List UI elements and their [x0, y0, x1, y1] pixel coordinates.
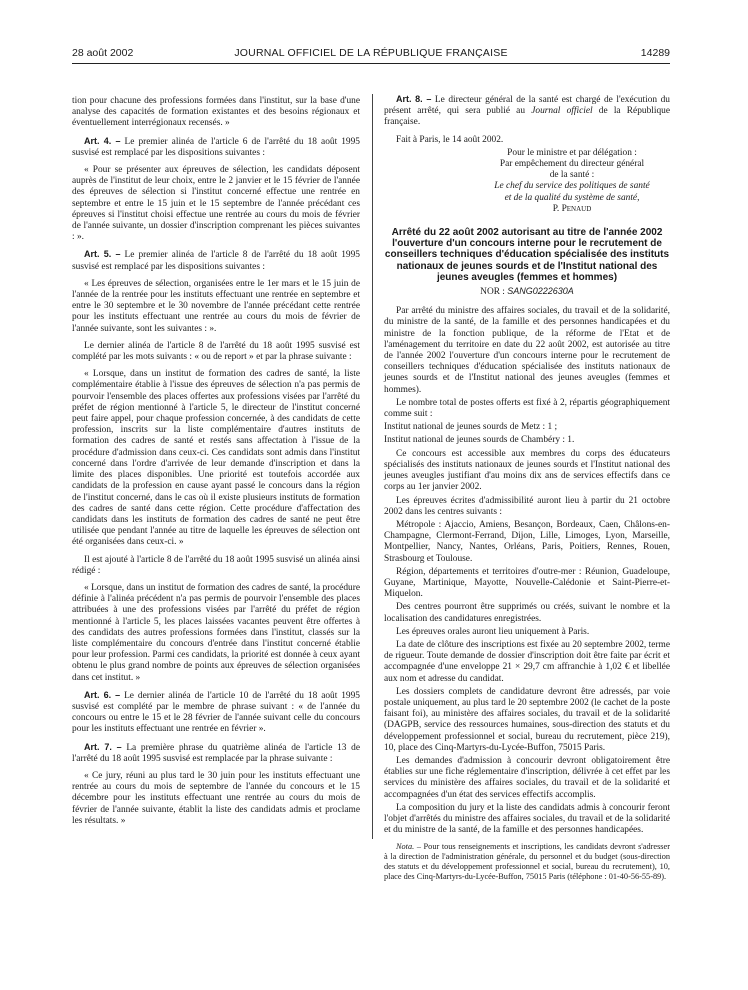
paragraph: tion pour chacune des professions formées dans l'institut, sur la base d'une analyse des capacités de formation existantes et des besoins régionaux et éventuellement interrégionaux recensés. »: [72, 96, 360, 129]
article-text: La première phrase du quatrième alinéa de l'article 13 de l'arrêté du 18 août 1995 susvisé est remplacée par la phrase suivante :: [72, 742, 360, 764]
article-text: Le directeur général de la santé est chargé de l'exécution du présent arrêté, qui sera publié au: [384, 95, 670, 117]
signature-line: de la santé :: [549, 170, 595, 181]
quote: « Pour se présenter aux épreuves de sélection, les candidats déposent auprès de l'institut de leur choix, entre le 2 janvier et le 15 février de l'année des épreuves de sélection si l'institut concerné effectue une rentrée en septembre et entre le 15 juin et le 15 septembre de l'année précédant ces épreuves si l'institut choisi effectue une rentrée au cours du mois de février de l'année suivante, un dossier d'inscription comprenant les pièces suivantes : ».: [72, 165, 360, 243]
decree-title: Arrêté du 22 août 2002 autorisant au titre de l'année 2002 l'ouverture d'un concours interne pour le recrutement de conseillers techniques d'éducation spécialisée des instituts nationaux de jeunes sourds et de l'Institut national des jeunes aveugles (femmes et hommes): [384, 227, 670, 283]
paragraph: Le nombre total de postes offerts est fixé à 2, répartis géographiquement comme suit :: [384, 397, 670, 420]
page-number: 14289: [640, 47, 670, 59]
note-label: Nota.: [396, 842, 415, 852]
paragraph: Les épreuves écrites d'admissibilité auront lieu à partir du 21 octobre 2002 dans les centres suivants :: [384, 495, 670, 517]
signature-line: et de la qualité du système de santé,: [504, 192, 640, 203]
nor-code: SANG0222630A: [507, 286, 574, 297]
paragraph: Les épreuves orales auront lieu uniquement à Paris.: [396, 626, 590, 637]
journal-name: Journal officiel: [531, 106, 593, 117]
signature-line: Pour le ministre et par délégation :: [507, 147, 637, 158]
article-label: Art. 5. –: [84, 249, 121, 260]
paragraph: La date de clôture des inscriptions est fixée au 20 septembre 2002, terme de rigueur. Toute demande de dossier d'inscription doit être faite par écrit et accompagnée d'une enveloppe 21 × 29,7 cm affranchie à 1,02 € et libellée aux nom et adresse du candidat.: [384, 639, 670, 684]
page-header: [72, 47, 670, 61]
article-label: Art. 4. –: [84, 135, 121, 146]
column-divider: [372, 94, 373, 839]
paragraph: La composition du jury et la liste des candidats admis à concourir feront l'objet d'arrêtés du ministre des affaires sociales, du travail et de la solidarité et du ministre de la santé, de la famille et des personnes handicapées.: [384, 802, 670, 836]
signature-line: Le chef du service des politiques de santé: [494, 181, 650, 192]
article-6: [72, 690, 360, 736]
header-rule: [72, 63, 670, 64]
signatory-name: P. Penaud: [552, 203, 592, 214]
journal-title: JOURNAL OFFICIEL DE LA RÉPUBLIQUE FRANÇAISE: [234, 47, 508, 59]
right-column: [384, 94, 670, 888]
quote: « Lorsque, dans un institut de formation des cadres de santé, la procédure définie à l'alinéa précédent n'a pas permis de pourvoir l'ensemble des places attribuées à une des professions visées par l'arrêté du préfet de région mentionné à l'article 5, les places laissées vacantes peuvent être offertes à des candidats des autres professions formées dans l'institut, classés sur la liste complémentaire du concours d'entrée dans l'institut concerné établie pour leur profession. Parmi ces candidats, la priorité est donnée à ceux ayant obtenu le plus grand nombre de points aux épreuves de sélection organisées dans cet institut. »: [72, 582, 360, 683]
signature-line: Par empêchement du directeur général: [499, 159, 645, 170]
article-label: Art. 7. –: [84, 741, 122, 752]
note-text: – Pour tous renseignements et inscriptions, les candidats devront s'adresser à la direction de l'administration générale, du personnel et du budget (sous-direction des statuts et du développement professionnel et social, bureau du recrutement), 10, place des Cinq-Martyrs-du-Lycée-Buffon, 75015 Paris (téléphone : 01-40-56-55-89).: [384, 842, 670, 881]
paragraph: Les dossiers complets de candidature devront être adressés, par voie postale uniquement, au plus tard le 20 septembre 2002 (le cachet de la poste faisant foi), au ministère des affaires sociales, du travail et de la solidarité (DAGPB, service des ressources humaines, sous-direction des statuts et du développement professionnel et social, bureau du recrutement, pièce 219), 10, place des Cinq-Martyrs-du-Lycée-Buffon, 75015 Paris.: [384, 686, 670, 753]
article-text: de la République française.: [384, 106, 671, 128]
quote: « Ce jury, réuni au plus tard le 30 juin pour les instituts effectuant une rentrée au cours du mois de septembre de l'année du concours et le 15 décembre pour les instituts effectuant une rentrée au cours du mois de février de l'année suivante, établit la liste des candidats admis et proclame les résultats. »: [72, 770, 360, 826]
article-7: [72, 742, 360, 765]
article-text: Le premier alinéa de l'article 8 de l'arrêté du 18 août 1995 susvisé est remplacé par les dispositions suivantes :: [72, 250, 360, 272]
list-item: Institut national de jeunes sourds de Metz : 1 ;: [384, 422, 558, 433]
nor-reference: [384, 286, 670, 298]
quote: « Les épreuves de sélection, organisées entre le 1er mars et le 15 juin de l'année de la rentrée pour les instituts effectuant une rentrée en septembre et entre le 30 septembre et le 30 novembre de l'année précédant cette rentrée pour les instituts effectuant une rentrée au cours du mois de février de l'année suivante, sont les suivantes : ».: [72, 278, 360, 334]
list-item: Institut national de jeunes sourds de Chambéry : 1.: [384, 435, 575, 446]
left-column: [72, 96, 360, 833]
article-text: Le dernier alinéa de l'article 10 de l'arrêté du 18 août 1995 susvisé est complété par le membre de phrase suivant : « de l'année du concours ou entre le 15 et le 28 février de l'année suivant celle du concours pour les instituts effectuant une rentrée en février ».: [72, 690, 360, 735]
nor-label: NOR :: [480, 287, 505, 298]
article-label: Art. 6. –: [84, 689, 121, 700]
article-5: [72, 249, 360, 272]
article-8: [384, 94, 670, 129]
paragraph: Métropole : Ajaccio, Amiens, Besançon, Bordeaux, Caen, Châlons-en-Champagne, Clermont-Ferrand, Dijon, Lille, Limoges, Lyon, Marseille, Montpellier, Nancy, Nantes, Orléans, Paris, Poitiers, Rennes, Rouen, Strasbourg et Toulouse.: [384, 519, 670, 564]
paragraph: Les demandes d'admission à concourir devront obligatoirement être établies sur une fiche réglementaire d'inscription, délivrée à cet effet par les services du ministère des affaires sociales, du travail et de la solidarité et accompagnées d'un état des services effectifs accomplis.: [384, 755, 670, 800]
signature-place-date: Fait à Paris, le 14 août 2002.: [396, 134, 504, 145]
nota-note: [384, 842, 670, 881]
paragraph: Région, départements et territoires d'outre-mer : Réunion, Guadeloupe, Guyane, Martinique, Mayotte, Nouvelle-Calédonie et Saint-Pierre-et-Miquelon.: [384, 566, 670, 600]
paragraph: Des centres pourront être supprimés ou créés, suivant le nombre et la localisation des candidatures enregistrées.: [384, 602, 670, 624]
paragraph: Le dernier alinéa de l'article 8 de l'arrêté du 18 août 1995 susvisé est complété par les mots suivants : « ou de report » et par la phrase suivante :: [72, 340, 360, 363]
quote: « Lorsque, dans un institut de formation des cadres de santé, la liste complémentaire établie à l'issue des épreuves de sélection n'a pas permis de pourvoir l'ensemble des places offertes aux professions visées par l'arrêté du préfet de région mentionné à l'article 5, le directeur de l'institut concerné peut faire appel, pour chaque profession concernée, à des candidats de cette profession, inscrits sur la liste complémentaire d'autres instituts de formation des cadres de santé et restés sans affectation à l'issue de la procédure d'admission dans ceux-ci. Ces candidats sont admis dans l'institut concerné dans l'ordre d'arrivée de leur demande d'inscription et dans la limite des places disponibles. Une priorité est toutefois accordée aux candidats de la profession en cause ayant passé le concours dans la région de l'institut concerné, dans le cas où il existe plusieurs instituts de formation des cadres de santé dans cette région. Cette procédure d'affectation des candidats dans les instituts de formation des cadres de santé ne peut être utilisée que pendant l'année au titre de laquelle les épreuves de sélection ont été organisées dans ceux-ci. »: [72, 369, 360, 548]
header-date: 28 août 2002: [72, 47, 134, 59]
article-text: Le premier alinéa de l'article 6 de l'arrêté du 18 août 1995 susvisé est remplacé par les dispositions suivantes :: [72, 136, 360, 158]
paragraph: Par arrêté du ministre des affaires sociales, du travail et de la solidarité, du ministre de la santé, de la famille et des personnes handicapées et du ministre de la fonction publique, de la réforme de l'Etat et de l'aménagement du territoire en date du 22 août 2002, est autorisée au titre de l'année 2002 l'ouverture d'un concours interne pour le recrutement de conseillers techniques d'éducation spécialisée des instituts nationaux de jeunes sourds et de l'Institut national des jeunes aveugles (femmes et hommes).: [384, 306, 670, 395]
article-4: [72, 136, 360, 159]
paragraph: Ce concours est accessible aux membres du corps des éducateurs spécialisés des instituts nationaux de jeunes sourds et l'Institut national des jeunes aveugles justifiant d'au moins dix ans de services effectifs dans ce corps au 1er janvier 2002.: [384, 448, 670, 493]
signature-block: [384, 148, 670, 215]
paragraph: Il est ajouté à l'article 8 de l'arrêté du 18 août 1995 susvisé un alinéa ainsi rédigé :: [72, 554, 360, 576]
article-label: Art. 8. –: [396, 94, 432, 104]
